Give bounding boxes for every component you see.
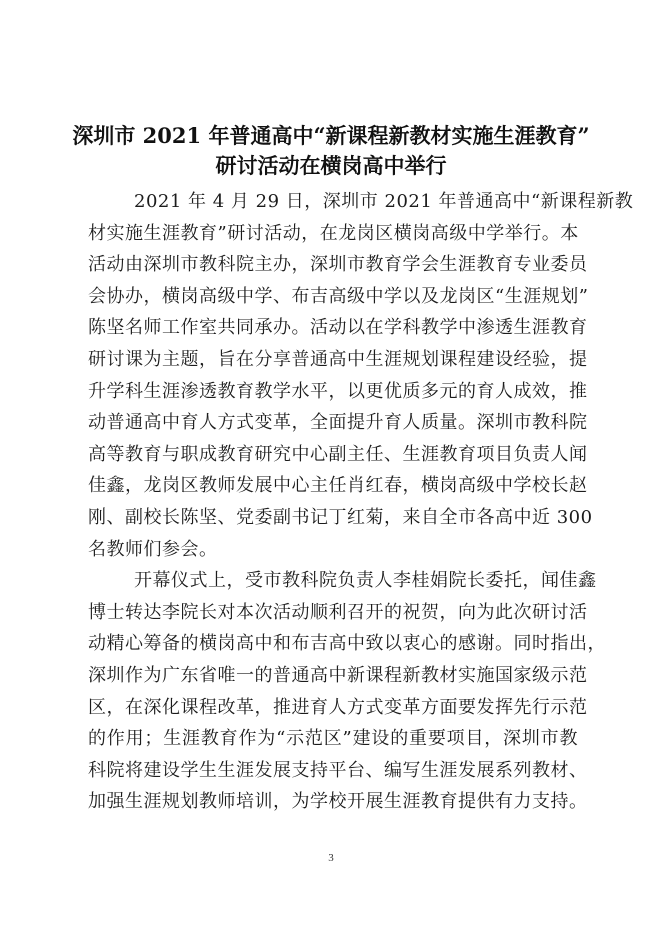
paragraph-line: 加强生涯规划教师培训，为学校开展生涯教育提供有力支持。 bbox=[88, 791, 588, 813]
paragraph-line: 升学科生涯渗透教育教学水平，以更优质多元的育人成效，推 bbox=[88, 380, 588, 402]
paragraph-line: 动普通高中育人方式变革，全面提升育人质量。深圳市教科院 bbox=[88, 412, 588, 434]
paragraph-line: 高等教育与职成教育研究中心副主任、生涯教育项目负责人闻 bbox=[88, 443, 588, 465]
paragraph-line: 活动由深圳市教科院主办，深圳市教育学会生涯教育专业委员 bbox=[88, 254, 588, 276]
paragraph-line: 2021 年 4 月 29 日，深圳市 2021 年普通高中“新课程新教 bbox=[134, 191, 634, 212]
article-title-line-2: 研讨活动在横岗高中举行 bbox=[215, 153, 447, 178]
paragraph-line: 博士转达李院长对本次活动顺利召开的祝贺，向为此次研讨活 bbox=[88, 601, 588, 623]
article-body bbox=[88, 186, 634, 818]
paragraph-line: 的作用；生涯教育作为“示范区”建设的重要项目，深圳市教 bbox=[88, 728, 578, 750]
article-title-line-1: 深圳市 2021 年普通高中“新课程新教材实施生涯教育” bbox=[72, 123, 590, 148]
paragraph-line: 动精心筹备的横岗高中和布吉高中致以衷心的感谢。同时指出， bbox=[88, 633, 606, 655]
paragraph-line: 名教师们参会。 bbox=[88, 538, 218, 560]
paragraph-line: 科院将建设学生生涯发展支持平台、编写生涯发展系列教材、 bbox=[88, 759, 588, 781]
page-number: 3 bbox=[328, 852, 334, 864]
paragraph-line: 研讨课为主题，旨在分享普通高中生涯规划课程建设经验，提 bbox=[88, 348, 588, 370]
paragraph-line: 开幕仪式上，受市教科院负责人李桂娟院长委托，闻佳鑫 bbox=[134, 570, 597, 592]
paragraph-2 bbox=[88, 565, 606, 818]
paragraph-line: 佳鑫，龙岗区教师发展中心主任肖红春，横岗高级中学校长赵 bbox=[88, 475, 588, 497]
paragraph-line: 区，在深化课程改革，推进育人方式变革方面要发挥先行示范 bbox=[88, 696, 588, 718]
paragraph-line: 深圳作为广东省唯一的普通高中新课程新教材实施国家级示范 bbox=[88, 664, 588, 686]
paragraph-1 bbox=[88, 186, 634, 565]
paragraph-line: 刚、副校长陈坚、党委副书记丁红菊，来自全市各高中近 300 bbox=[88, 506, 593, 528]
paragraph-line: 陈坚名师工作室共同承办。活动以在学科教学中渗透生涯教育 bbox=[88, 317, 588, 339]
paragraph-line: 会协办，横岗高级中学、布吉高级中学以及龙岗区“生涯规划” bbox=[88, 285, 589, 307]
paragraph-line: 材实施生涯教育”研讨活动，在龙岗区横岗高级中学举行。本 bbox=[88, 222, 579, 244]
